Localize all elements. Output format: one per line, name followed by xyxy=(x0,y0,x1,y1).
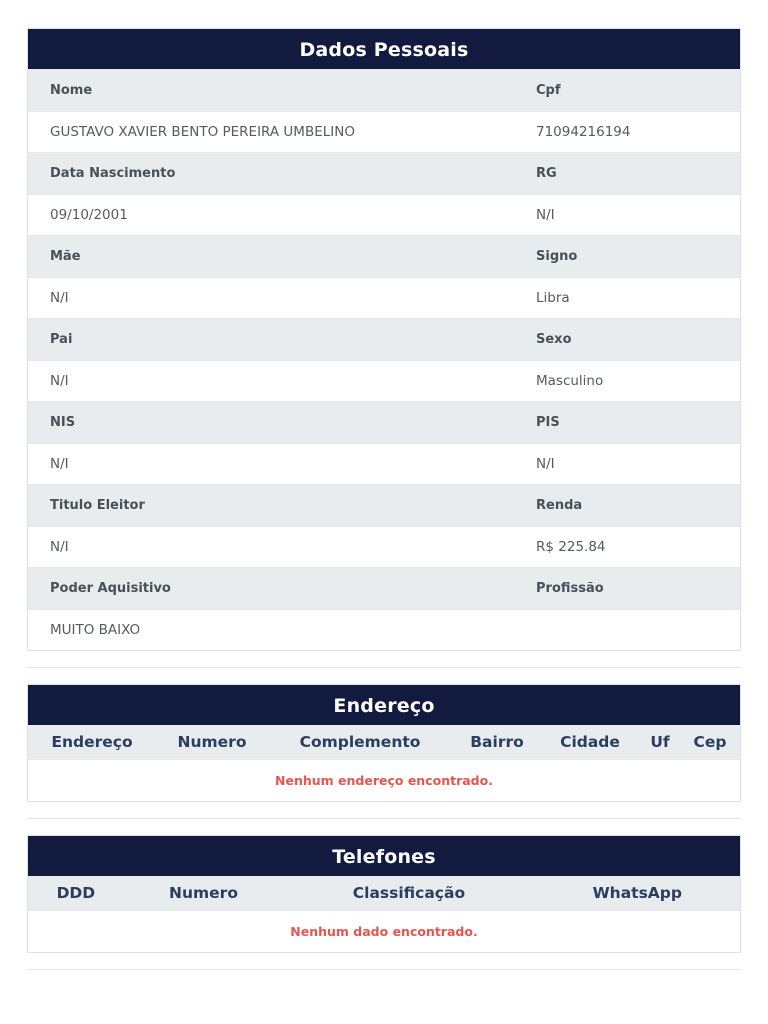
label-row xyxy=(28,318,740,360)
value-titulo-eleitor: N/I xyxy=(50,538,69,555)
label-pis: PIS xyxy=(536,414,560,430)
label-nome: Nome xyxy=(50,82,93,98)
value-sexo: Masculino xyxy=(536,372,604,389)
label-mae: Mãe xyxy=(50,248,81,264)
value-row xyxy=(28,277,740,319)
col-numero: Numero xyxy=(169,884,238,902)
personal-data-card xyxy=(27,28,741,651)
label-signo: Signo xyxy=(536,248,578,264)
label-rg: RG xyxy=(536,165,557,181)
label-row xyxy=(28,401,740,443)
value-row xyxy=(28,443,740,485)
address-table-header xyxy=(28,725,740,759)
value-pis: N/I xyxy=(536,455,555,472)
label-renda: Renda xyxy=(536,497,583,513)
divider xyxy=(27,969,741,970)
label-cpf: Cpf xyxy=(536,82,561,98)
label-data-nascimento: Data Nascimento xyxy=(50,165,176,181)
label-row xyxy=(28,235,740,277)
label-pai: Pai xyxy=(50,331,73,347)
value-nome: GUSTAVO XAVIER BENTO PEREIRA UMBELINO xyxy=(50,123,355,140)
value-row xyxy=(28,111,740,153)
phones-empty-message: Nenhum dado encontrado. xyxy=(28,910,740,952)
value-row xyxy=(28,194,740,236)
col-numero: Numero xyxy=(177,733,247,751)
address-title: Endereço xyxy=(28,685,740,725)
col-ddd: DDD xyxy=(56,884,96,902)
col-cidade: Cidade xyxy=(560,733,620,751)
value-row xyxy=(28,526,740,568)
label-row xyxy=(28,69,740,111)
col-endereco: Endereço xyxy=(51,733,133,751)
label-sexo: Sexo xyxy=(536,331,572,347)
phones-title: Telefones xyxy=(28,836,740,876)
value-renda: R$ 225.84 xyxy=(536,538,606,555)
label-poder-aquisitivo: Poder Aquisitivo xyxy=(50,580,171,596)
value-rg: N/I xyxy=(536,206,555,223)
label-row xyxy=(28,152,740,194)
label-titulo-eleitor: Titulo Eleitor xyxy=(50,497,145,513)
divider xyxy=(27,818,741,819)
col-uf: Uf xyxy=(650,733,670,751)
phones-card xyxy=(27,835,741,953)
value-nis: N/I xyxy=(50,455,69,472)
label-row xyxy=(28,484,740,526)
col-classificacao: Classificação xyxy=(352,884,466,902)
label-row xyxy=(28,567,740,609)
value-mae: N/I xyxy=(50,289,69,306)
label-profissao: Profissão xyxy=(536,580,604,596)
value-row xyxy=(28,360,740,402)
divider xyxy=(27,667,741,668)
value-poder-aquisitivo: MUITO BAIXO xyxy=(50,621,141,638)
value-data-nascimento: 09/10/2001 xyxy=(50,206,128,223)
personal-data-title: Dados Pessoais xyxy=(28,29,740,69)
value-signo: Libra xyxy=(536,289,570,306)
phones-table-header xyxy=(28,876,740,910)
label-nis: NIS xyxy=(50,414,76,430)
value-row xyxy=(28,609,740,651)
value-pai: N/I xyxy=(50,372,69,389)
col-bairro: Bairro xyxy=(470,733,524,751)
col-cep: Cep xyxy=(693,733,727,751)
col-whatsapp: WhatsApp xyxy=(592,884,682,902)
address-empty-message: Nenhum endereço encontrado. xyxy=(28,759,740,801)
col-complemento: Complemento xyxy=(299,733,421,751)
value-cpf: 71094216194 xyxy=(536,123,631,140)
address-card xyxy=(27,684,741,802)
